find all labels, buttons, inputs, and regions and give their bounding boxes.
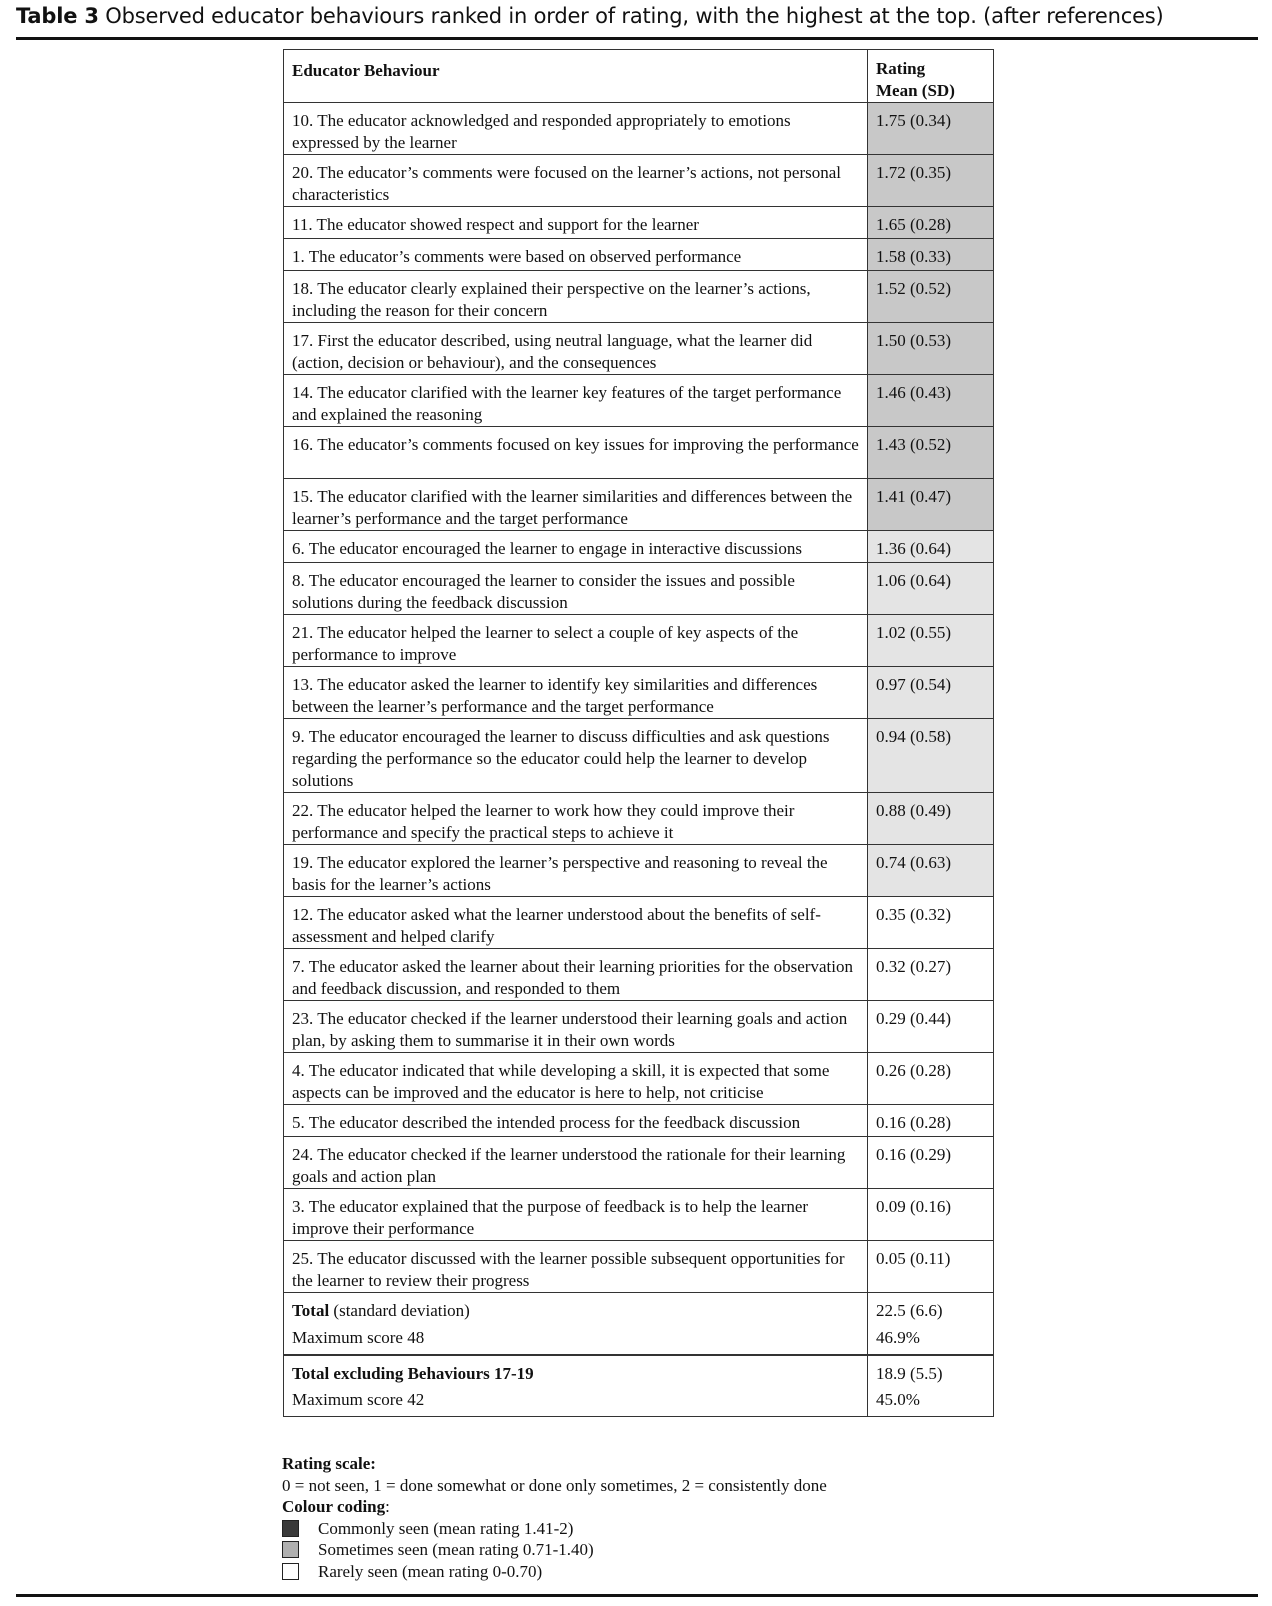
legend-item-label: Rarely seen (mean rating 0-0.70)	[318, 1561, 543, 1581]
total-excluding-row	[284, 1355, 994, 1386]
behaviour-cell: 12. The educator asked what the learner understood about the benefits of self-assessment and helped clarify	[284, 897, 868, 949]
rating-cell: 1.65 (0.28)	[868, 207, 994, 239]
rating-scale-heading: Rating scale:	[282, 1454, 376, 1473]
table-row	[284, 615, 994, 667]
behaviour-cell: 6. The educator encouraged the learner to engage in interactive discussions	[284, 531, 868, 563]
behaviour-cell: 25. The educator discussed with the learner possible subsequent opportunities for the learner to review their progress	[284, 1241, 868, 1293]
max-score-2-value: 45.0%	[868, 1386, 994, 1417]
rating-cell: 0.09 (0.16)	[868, 1189, 994, 1241]
rating-cell: 1.46 (0.43)	[868, 375, 994, 427]
rating-cell: 1.58 (0.33)	[868, 239, 994, 271]
legend-item-commonly	[282, 1518, 982, 1540]
rating-cell: 0.05 (0.11)	[868, 1241, 994, 1293]
behaviour-cell: 22. The educator helped the learner to work how they could improve their performance and specify the practical steps to achieve it	[284, 793, 868, 845]
total-excluding-value: 18.9 (5.5)	[868, 1355, 994, 1386]
behaviour-cell: 19. The educator explored the learner’s perspective and reasoning to reveal the basis for the learner’s actions	[284, 845, 868, 897]
table-row	[284, 1137, 994, 1189]
table-row	[284, 719, 994, 793]
rating-cell: 1.72 (0.35)	[868, 155, 994, 207]
behaviour-cell: 4. The educator indicated that while developing a skill, it is expected that some aspects can be improved and the educator is here to help, not criticise	[284, 1053, 868, 1105]
table-caption	[16, 4, 1256, 28]
table-row	[284, 155, 994, 207]
total-label-rest: (standard deviation)	[329, 1301, 470, 1320]
table-row	[284, 207, 994, 239]
colour-swatch	[282, 1563, 299, 1580]
behaviour-cell: 16. The educator’s comments focused on key issues for improving the performance	[284, 427, 868, 479]
behaviour-cell: 1. The educator’s comments were based on observed performance	[284, 239, 868, 271]
table-legend	[282, 1453, 982, 1582]
behaviour-cell: 10. The educator acknowledged and responded appropriately to emotions expressed by the learner	[284, 103, 868, 155]
header-rating-line2: Mean (SD)	[876, 81, 955, 100]
rating-cell: 0.32 (0.27)	[868, 949, 994, 1001]
behaviour-cell: 8. The educator encouraged the learner to consider the issues and possible solutions during the feedback discussion	[284, 563, 868, 615]
table-row	[284, 897, 994, 949]
behaviour-cell: 21. The educator helped the learner to select a couple of key aspects of the performance to improve	[284, 615, 868, 667]
rating-cell: 1.06 (0.64)	[868, 563, 994, 615]
behaviour-cell: 24. The educator checked if the learner understood the rationale for their learning goals and action plan	[284, 1137, 868, 1189]
rating-cell: 0.35 (0.32)	[868, 897, 994, 949]
legend-item-label: Commonly seen (mean rating 1.41-2)	[318, 1518, 574, 1538]
colour-swatch	[282, 1520, 299, 1537]
colour-coding-heading-line	[282, 1496, 982, 1518]
behaviour-cell: 7. The educator asked the learner about their learning priorities for the observation and feedback discussion, and responded to them	[284, 949, 868, 1001]
max-score-2-label: Maximum score 42	[284, 1386, 868, 1417]
rating-cell: 1.75 (0.34)	[868, 103, 994, 155]
header-rating-line1: Rating	[876, 59, 926, 78]
table-row	[284, 427, 994, 479]
max-score-2-row	[284, 1386, 994, 1417]
header-rating	[868, 50, 994, 103]
table-caption-label: Table 3	[16, 4, 99, 28]
rating-cell: 1.36 (0.64)	[868, 531, 994, 563]
behaviour-cell: 14. The educator clarified with the learner key features of the target performance and explained the reasoning	[284, 375, 868, 427]
behaviour-cell: 5. The educator described the intended process for the feedback discussion	[284, 1105, 868, 1137]
table-row	[284, 239, 994, 271]
total-label-bold: Total	[292, 1301, 330, 1320]
rating-cell: 0.26 (0.28)	[868, 1053, 994, 1105]
max-score-value: 46.9%	[868, 1324, 994, 1355]
behaviour-rating-table	[283, 49, 994, 1417]
table-row	[284, 271, 994, 323]
behaviour-cell: 9. The educator encouraged the learner to discuss difficulties and ask questions regarding the performance so the educator could help the learner to develop solutions	[284, 719, 868, 793]
table-row	[284, 949, 994, 1001]
colour-coding-heading: Colour coding	[282, 1497, 386, 1516]
table-row	[284, 793, 994, 845]
table-row	[284, 1001, 994, 1053]
table-row	[284, 667, 994, 719]
rating-scale-text: 0 = not seen, 1 = done somewhat or done only sometimes, 2 = consistently done	[282, 1475, 827, 1495]
total-excluding-label-bold: Total excluding Behaviours 17-19	[292, 1363, 534, 1383]
table-row	[284, 1105, 994, 1137]
rating-cell: 0.29 (0.44)	[868, 1001, 994, 1053]
rating-cell: 0.16 (0.28)	[868, 1105, 994, 1137]
legend-item-label: Sometimes seen (mean rating 0.71-1.40)	[318, 1540, 594, 1559]
total-row	[284, 1293, 994, 1324]
bottom-rule	[16, 1594, 1258, 1597]
colour-swatch	[282, 1541, 299, 1558]
rating-cell: 0.74 (0.63)	[868, 845, 994, 897]
rating-cell: 1.02 (0.55)	[868, 615, 994, 667]
table-row	[284, 563, 994, 615]
legend-item-rarely	[282, 1561, 982, 1583]
total-label	[284, 1293, 868, 1324]
rating-cell: 1.50 (0.53)	[868, 323, 994, 375]
table-row	[284, 103, 994, 155]
table-row	[284, 1241, 994, 1293]
behaviour-cell: 11. The educator showed respect and support for the learner	[284, 207, 868, 239]
legend-item-sometimes	[282, 1539, 982, 1561]
rating-cell: 0.88 (0.49)	[868, 793, 994, 845]
behaviour-cell: 18. The educator clearly explained their perspective on the learner’s actions, including the reason for their concern	[284, 271, 868, 323]
colour-coding-colon: :	[385, 1497, 390, 1516]
rating-cell: 1.52 (0.52)	[868, 271, 994, 323]
table-caption-text: Observed educator behaviours ranked in order of rating, with the highest at the top. (after references)	[98, 4, 1164, 28]
behaviour-cell: 17. First the educator described, using neutral language, what the learner did (action, decision or behaviour), and the consequences	[284, 323, 868, 375]
rating-cell: 1.41 (0.47)	[868, 479, 994, 531]
total-value: 22.5 (6.6)	[868, 1293, 994, 1324]
table-row	[284, 845, 994, 897]
table-header-row	[284, 50, 994, 103]
max-score-label: Maximum score 48	[284, 1324, 868, 1355]
header-educator-behaviour: Educator Behaviour	[284, 50, 868, 103]
behaviour-cell: 20. The educator’s comments were focused on the learner’s actions, not personal characteristics	[284, 155, 868, 207]
total-excluding-label	[284, 1355, 868, 1386]
behaviour-cell: 13. The educator asked the learner to identify key similarities and differences between the learner’s performance and the target performance	[284, 667, 868, 719]
table-row	[284, 479, 994, 531]
behaviour-cell: 23. The educator checked if the learner understood their learning goals and action plan, by asking them to summarise it in their own words	[284, 1001, 868, 1053]
table-row	[284, 323, 994, 375]
table-row	[284, 1189, 994, 1241]
top-rule	[16, 37, 1258, 40]
rating-cell: 0.16 (0.29)	[868, 1137, 994, 1189]
max-score-row	[284, 1324, 994, 1355]
rating-cell: 1.43 (0.52)	[868, 427, 994, 479]
rating-cell: 0.97 (0.54)	[868, 667, 994, 719]
rating-cell: 0.94 (0.58)	[868, 719, 994, 793]
behaviour-cell: 15. The educator clarified with the learner similarities and differences between the learner’s performance and the target performance	[284, 479, 868, 531]
table-row	[284, 531, 994, 563]
behaviour-cell: 3. The educator explained that the purpose of feedback is to help the learner improve their performance	[284, 1189, 868, 1241]
table-row	[284, 1053, 994, 1105]
table-row	[284, 375, 994, 427]
